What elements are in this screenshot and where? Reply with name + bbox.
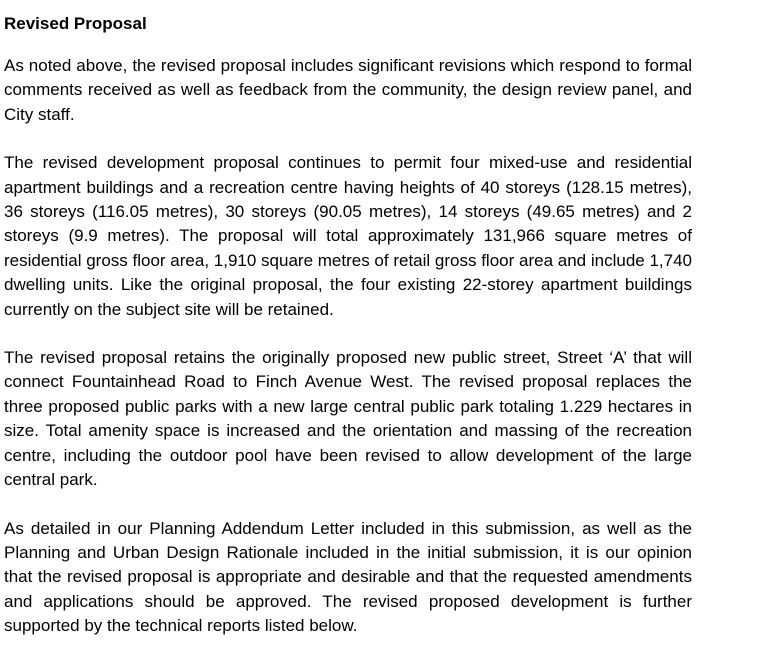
section-heading: Revised Proposal [4,14,147,33]
document-page [4,12,692,639]
paragraph-street-and-park: The revised proposal retains the originally proposed new public street, Street ‘A’ that will connect Fountainhead Road to Finch Avenue West. The revised proposal replaces the three proposed public parks with a new large central public park totaling 1.229 hectares in size. Total amenity space is increased and the orientation and massing of the recreation centre, including the outdoor pool have been revised to allow development of the large central park. [4,348,692,490]
paragraph-revisions-intro: As noted above, the revised proposal includes significant revisions which respond to formal comments received as well as feedback from the community, the design review panel, and City staff. [4,56,692,124]
paragraph-development-details: The revised development proposal continues to permit four mixed-use and residential apartment buildings and a recreation centre having heights of 40 storeys (128.15 metres), 36 storeys (116.05 metres), 30 storeys (90.05 metres), 14 storeys (49.65 metres) and 2 storeys (9.9 metres). The proposal will total approximately 131,966 square metres of residential gross floor area, 1,910 square metres of retail gross floor area and include 1,740 dwelling units. Like the original proposal, the four existing 22-storey apartment buildings currently on the subject site will be retained. [4,153,692,319]
paragraph-planning-opinion: As detailed in our Planning Addendum Letter included in this submission, as well as the Planning and Urban Design Rationale included in the initial submission, it is our opinion that the revised proposal is appropriate and desirable and that the requested amendments and applications should be approved. The revised proposed development is further supported by the technical reports listed below. [4,518,692,636]
